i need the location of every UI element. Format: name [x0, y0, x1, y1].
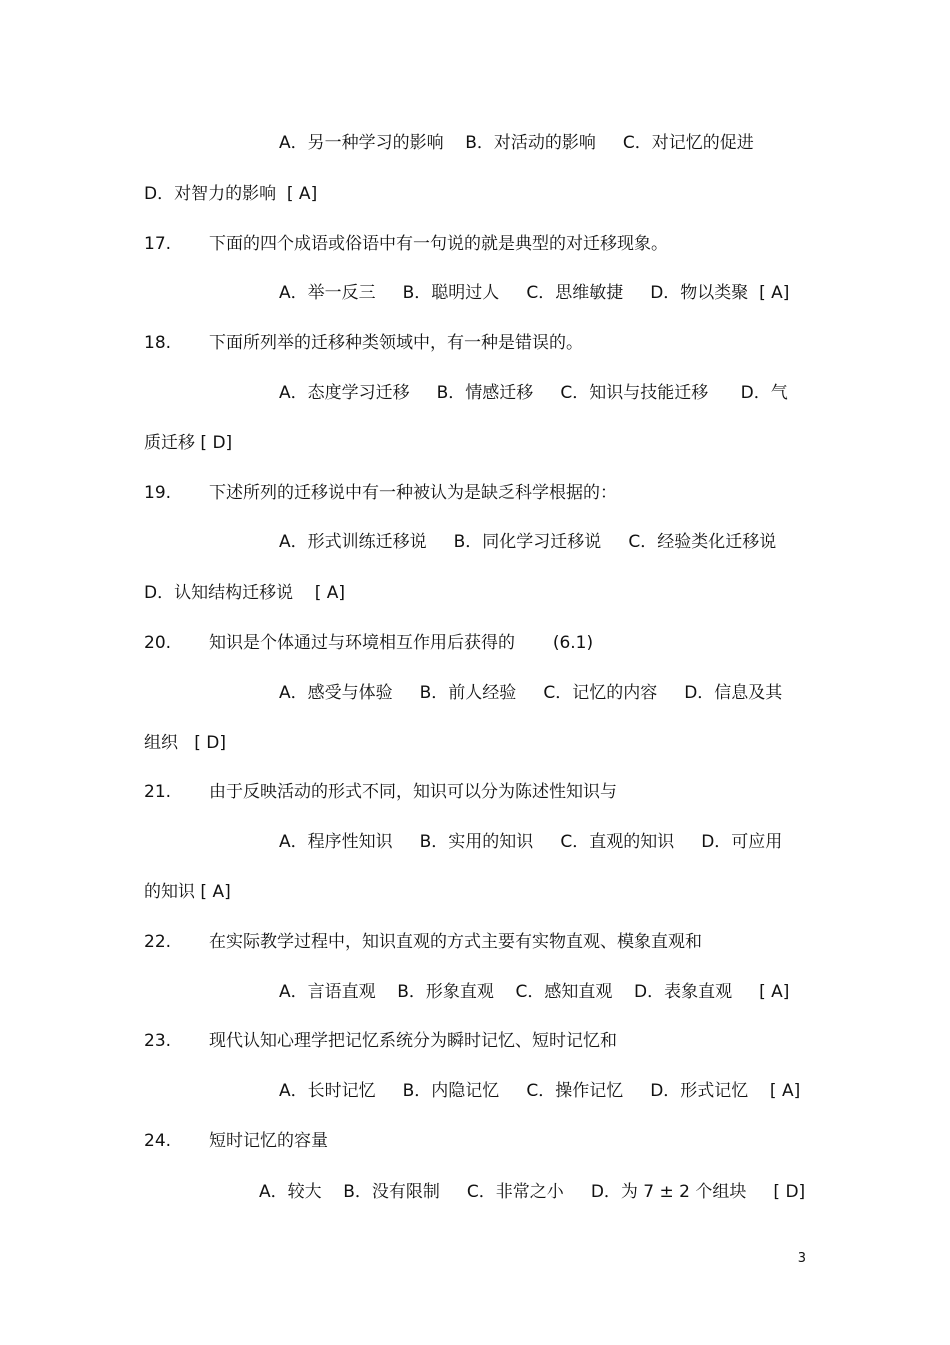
q20-options-cont: 组织 [ D]: [144, 733, 226, 753]
q21-options-cont: 的知识 [ A]: [144, 882, 231, 902]
q17-text: 下面的四个成语或俗语中有一句说的就是典型的对迁移现象。: [209, 234, 668, 254]
q20-text: 知识是个体通过与环境相互作用后获得的 (6.1): [209, 633, 594, 653]
q17-options: A．举一反三 B．聪明过人 C．思维敏捷 D．物以类聚 [ A]: [279, 283, 790, 303]
q16-options-cont: D．对智力的影响 [ A]: [144, 184, 318, 204]
q19-options-cont: D．认知结构迁移说 [ A]: [144, 583, 346, 603]
page-number: 3: [797, 1251, 806, 1266]
q22-text: 在实际教学过程中，知识直观的方式主要有实物直观、模象直观和: [209, 932, 702, 952]
q24-options: A．较大 B．没有限制 C．非常之小 D．为 7 ± 2 个组块 [ D]: [259, 1182, 806, 1202]
q24-number: 24.: [144, 1131, 172, 1151]
q20-number: 20.: [144, 633, 172, 653]
q22-options: A．言语直观 B．形象直观 C．感知直观 D．表象直观 [ A]: [279, 982, 790, 1002]
q19-number: 19.: [144, 483, 172, 503]
q19-options: A．形式训练迁移说 B．同化学习迁移说 C．经验类化迁移说: [279, 532, 777, 552]
q24-text: 短时记忆的容量: [209, 1131, 328, 1151]
q20-options: A．感受与体验 B．前人经验 C．记忆的内容 D．信息及其: [279, 683, 783, 703]
q23-text: 现代认知心理学把记忆系统分为瞬时记忆、短时记忆和: [209, 1031, 617, 1051]
q18-options-cont: 质迁移 [ D]: [144, 433, 233, 453]
q23-number: 23.: [144, 1031, 172, 1051]
q19-text: 下述所列的迁移说中有一种被认为是缺乏科学根据的：: [209, 483, 617, 503]
q23-options: A．长时记忆 B．内隐记忆 C．操作记忆 D．形式记忆 [ A]: [279, 1081, 801, 1101]
q16-options: A．另一种学习的影响 B．对活动的影响 C．对记忆的促进: [279, 133, 754, 153]
q22-number: 22.: [144, 932, 172, 952]
q17-number: 17.: [144, 234, 172, 254]
q18-options: A．态度学习迁移 B．情感迁移 C．知识与技能迁移 D．气: [279, 383, 788, 403]
q18-number: 18.: [144, 333, 172, 353]
q18-text: 下面所列举的迁移种类领域中，有一种是错误的。: [209, 333, 583, 353]
q21-number: 21.: [144, 782, 172, 802]
q21-options: A．程序性知识 B．实用的知识 C．直观的知识 D．可应用: [279, 832, 783, 852]
q21-text: 由于反映活动的形式不同，知识可以分为陈述性知识与: [209, 782, 617, 802]
